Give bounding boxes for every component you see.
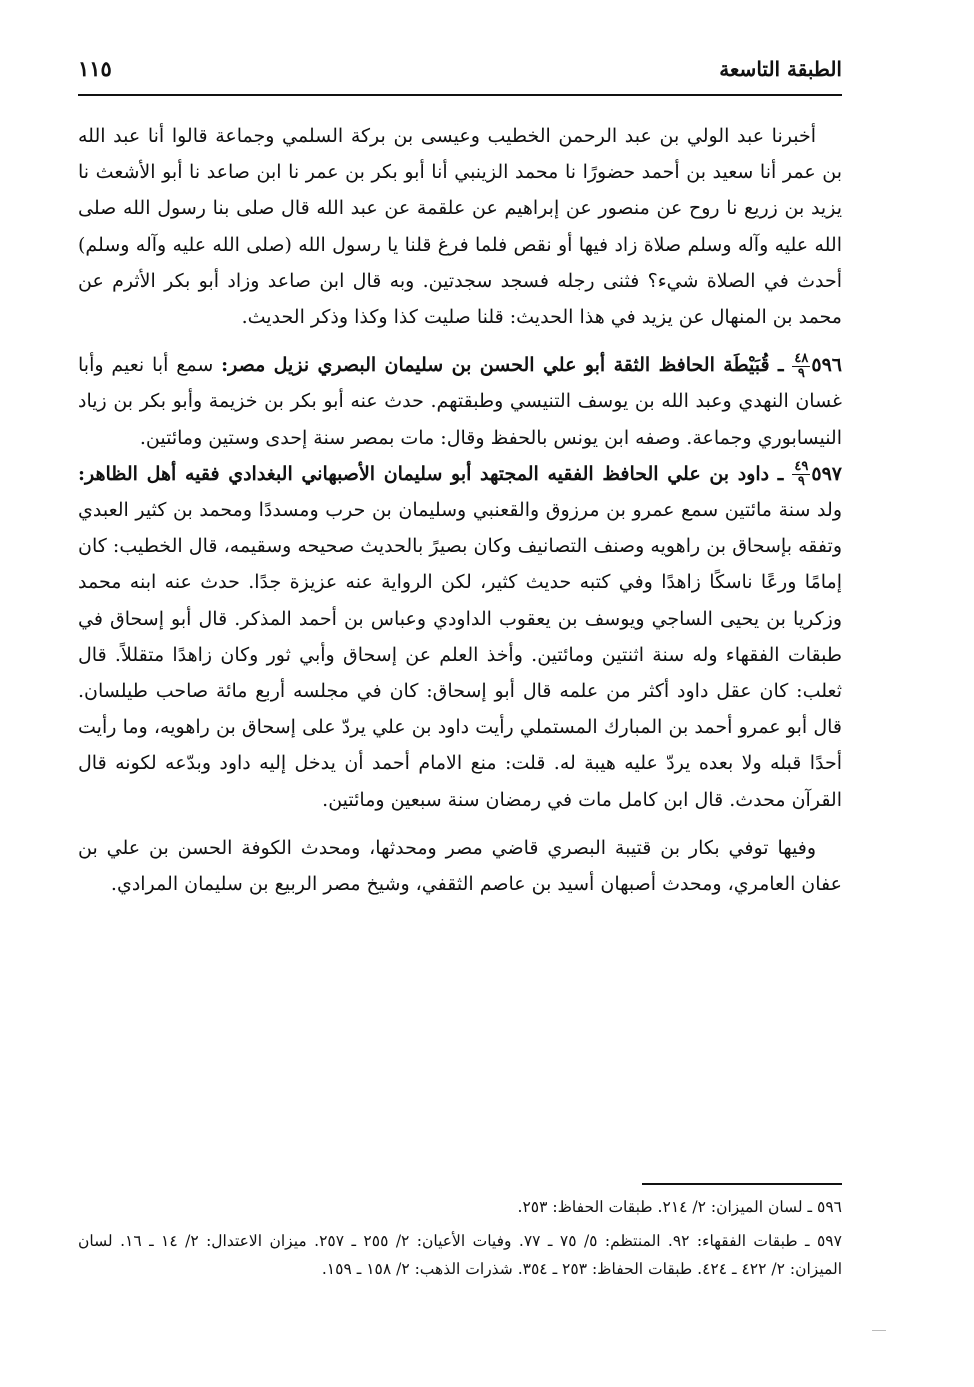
footnote-divider	[642, 1183, 842, 1185]
fraction-denominator: ٩	[797, 474, 805, 490]
entry-number: ٥٩٦	[811, 354, 843, 377]
entry-fraction	[792, 460, 810, 489]
entry-number: ٥٩٧	[811, 462, 842, 485]
main-text	[78, 118, 842, 902]
biography-entry-597	[78, 456, 842, 818]
isnad-paragraph: أخبرنا عبد الولي بن عبد الرحمن الخطيب وعيسى بن بركة السلمي وجماعة قالوا أنا عبد الله بن عمر أنا سعيد بن أحمد حضورًا نا محمد الزينبي أنا أبو بكر بن عمر نا ابن صاعد نا أبو الأشعث نا يزيد بن زريع نا روح عن منصور عن إبراهيم عن علقمة عن عبد الله قال صلى بنا رسول الله صلى الله عليه وآله وسلم صلاة زاد فيها أو نقص فلما فرغ قلنا يا رسول الله (صلى الله عليه وآله وسلم) أحدث في الصلاة شيء؟ فثنى رجله فسجد سجدتين. وبه قال ابن صاعد وزاد أبو بكر الأثرم عن محمد بن المنهال عن يزيد في هذا الحديث: قلنا صليت كذا وكذا وذكر الحديث.	[78, 125, 842, 329]
biography-entry-596	[78, 347, 842, 456]
footnote-597: ٥٩٧ ـ طبقات الفقهاء: ٩٢. المنتظم: ٥/ ٧٥ ـ ٧٧. وفيات الأعيان: ٢/ ٢٥٥ ـ ٢٥٧. ميزان الاعتدال: ٢/ ١٤ ـ ١٦. لسان الميزان: ٢/ ٤٢٢ ـ ٤٢٤. طبقات الحفاظ: ٢٥٣ ـ ٣٥٤. شذرات الذهب: ٢/ ١٥٨ ـ ١٥٩.	[78, 1232, 842, 1278]
footnote-596: ٥٩٦ ـ لسان الميزان: ٢/ ٢١٤. طبقات الحفاظ: ٢٥٣.	[517, 1198, 842, 1216]
page-number: ١١٥	[78, 56, 112, 81]
footnotes	[78, 1193, 842, 1289]
entry-text: سمع أبا نعيم وأبا غسان النهدي وعبد الله بن يوسف التنيسي وطبقتهم. حدث عنه أبو بكر بن خزيمة وأبو بكر بن زياد النيسابوري وجماعة. وصفه ابن يونس بالحفظ وقال: مات بمصر سنة إحدى وستين ومائتين.	[78, 354, 842, 449]
deaths-paragraph: وفيها توفي بكار بن قتيبة البصري قاضي مصر ومحدثها، ومحدث الكوفة الحسن بن علي بن عفان العامري، ومحدث أصبهان أسيد بن عاصم الثقفي، وشيخ مصر الربيع بن سليمان المرادي.	[78, 836, 842, 896]
entry-heading: ـ داود بن علي الحافظ الفقيه المجتهد أبو سليمان الأصبهاني البغدادي فقيه أهل الظاهر:	[78, 462, 784, 485]
running-title: الطبقة التاسعة	[719, 57, 842, 81]
fraction-numerator: ٤٩	[794, 459, 809, 475]
page-header	[78, 54, 842, 96]
fraction-numerator: ٤٨	[794, 350, 809, 366]
entry-text: ولد سنة مائتين سمع عمرو بن مرزوق والقعنبي وسليمان بن حرب ومسددًا ومحمد بن كثير العبدي وتفقه بإسحاق بن راهويه وصنف التصانيف وكان بصيرً بالحديث صحيحه وسقيمه، قال الخطيب: كان إمامًا ورعًا ناسكًا زاهدًا وفي كتبه حديث كثير، لكن الرواية عنه عزيزة جدًا. حدث عنه ابنه محمد وزكريا بن يحيى الساجي ويوسف بن يعقوب الداودي وعباس بن أحمد المذكر. قال أبو إسحاق في طبقات الفقهاء وله سنة اثنتين ومائتين. وأخذ العلم عن إسحاق وأبي ثور وكان زاهدًا متقللاً. قال ثعلب: كان عقل داود أكثر من علمه قال أبو إسحاق: كان في مجلسه أربع مائة صاحب طيلسان. قال أبو عمرو أحمد بن المبارك المستملي رأيت داود بن علي يردّ على إسحاق بن راهويه، وما رأيت أحدًا قبله ولا بعده يردّ عليه هيبة له. قلت: منع الامام أحمد أن يدخل إليه داود وبدّعه لكونه قال القرآن محدث. قال ابن كامل مات في رمضان سنة سبعين ومائتين.	[78, 499, 842, 811]
scan-mark	[872, 1330, 886, 1331]
entry-heading: ـ قُبَيْطَة الحافظ الثقة أبو علي الحسن بن سليمان البصري نزيل مصر:	[221, 354, 784, 377]
entry-fraction	[792, 352, 810, 381]
fraction-denominator: ٩	[797, 365, 805, 381]
